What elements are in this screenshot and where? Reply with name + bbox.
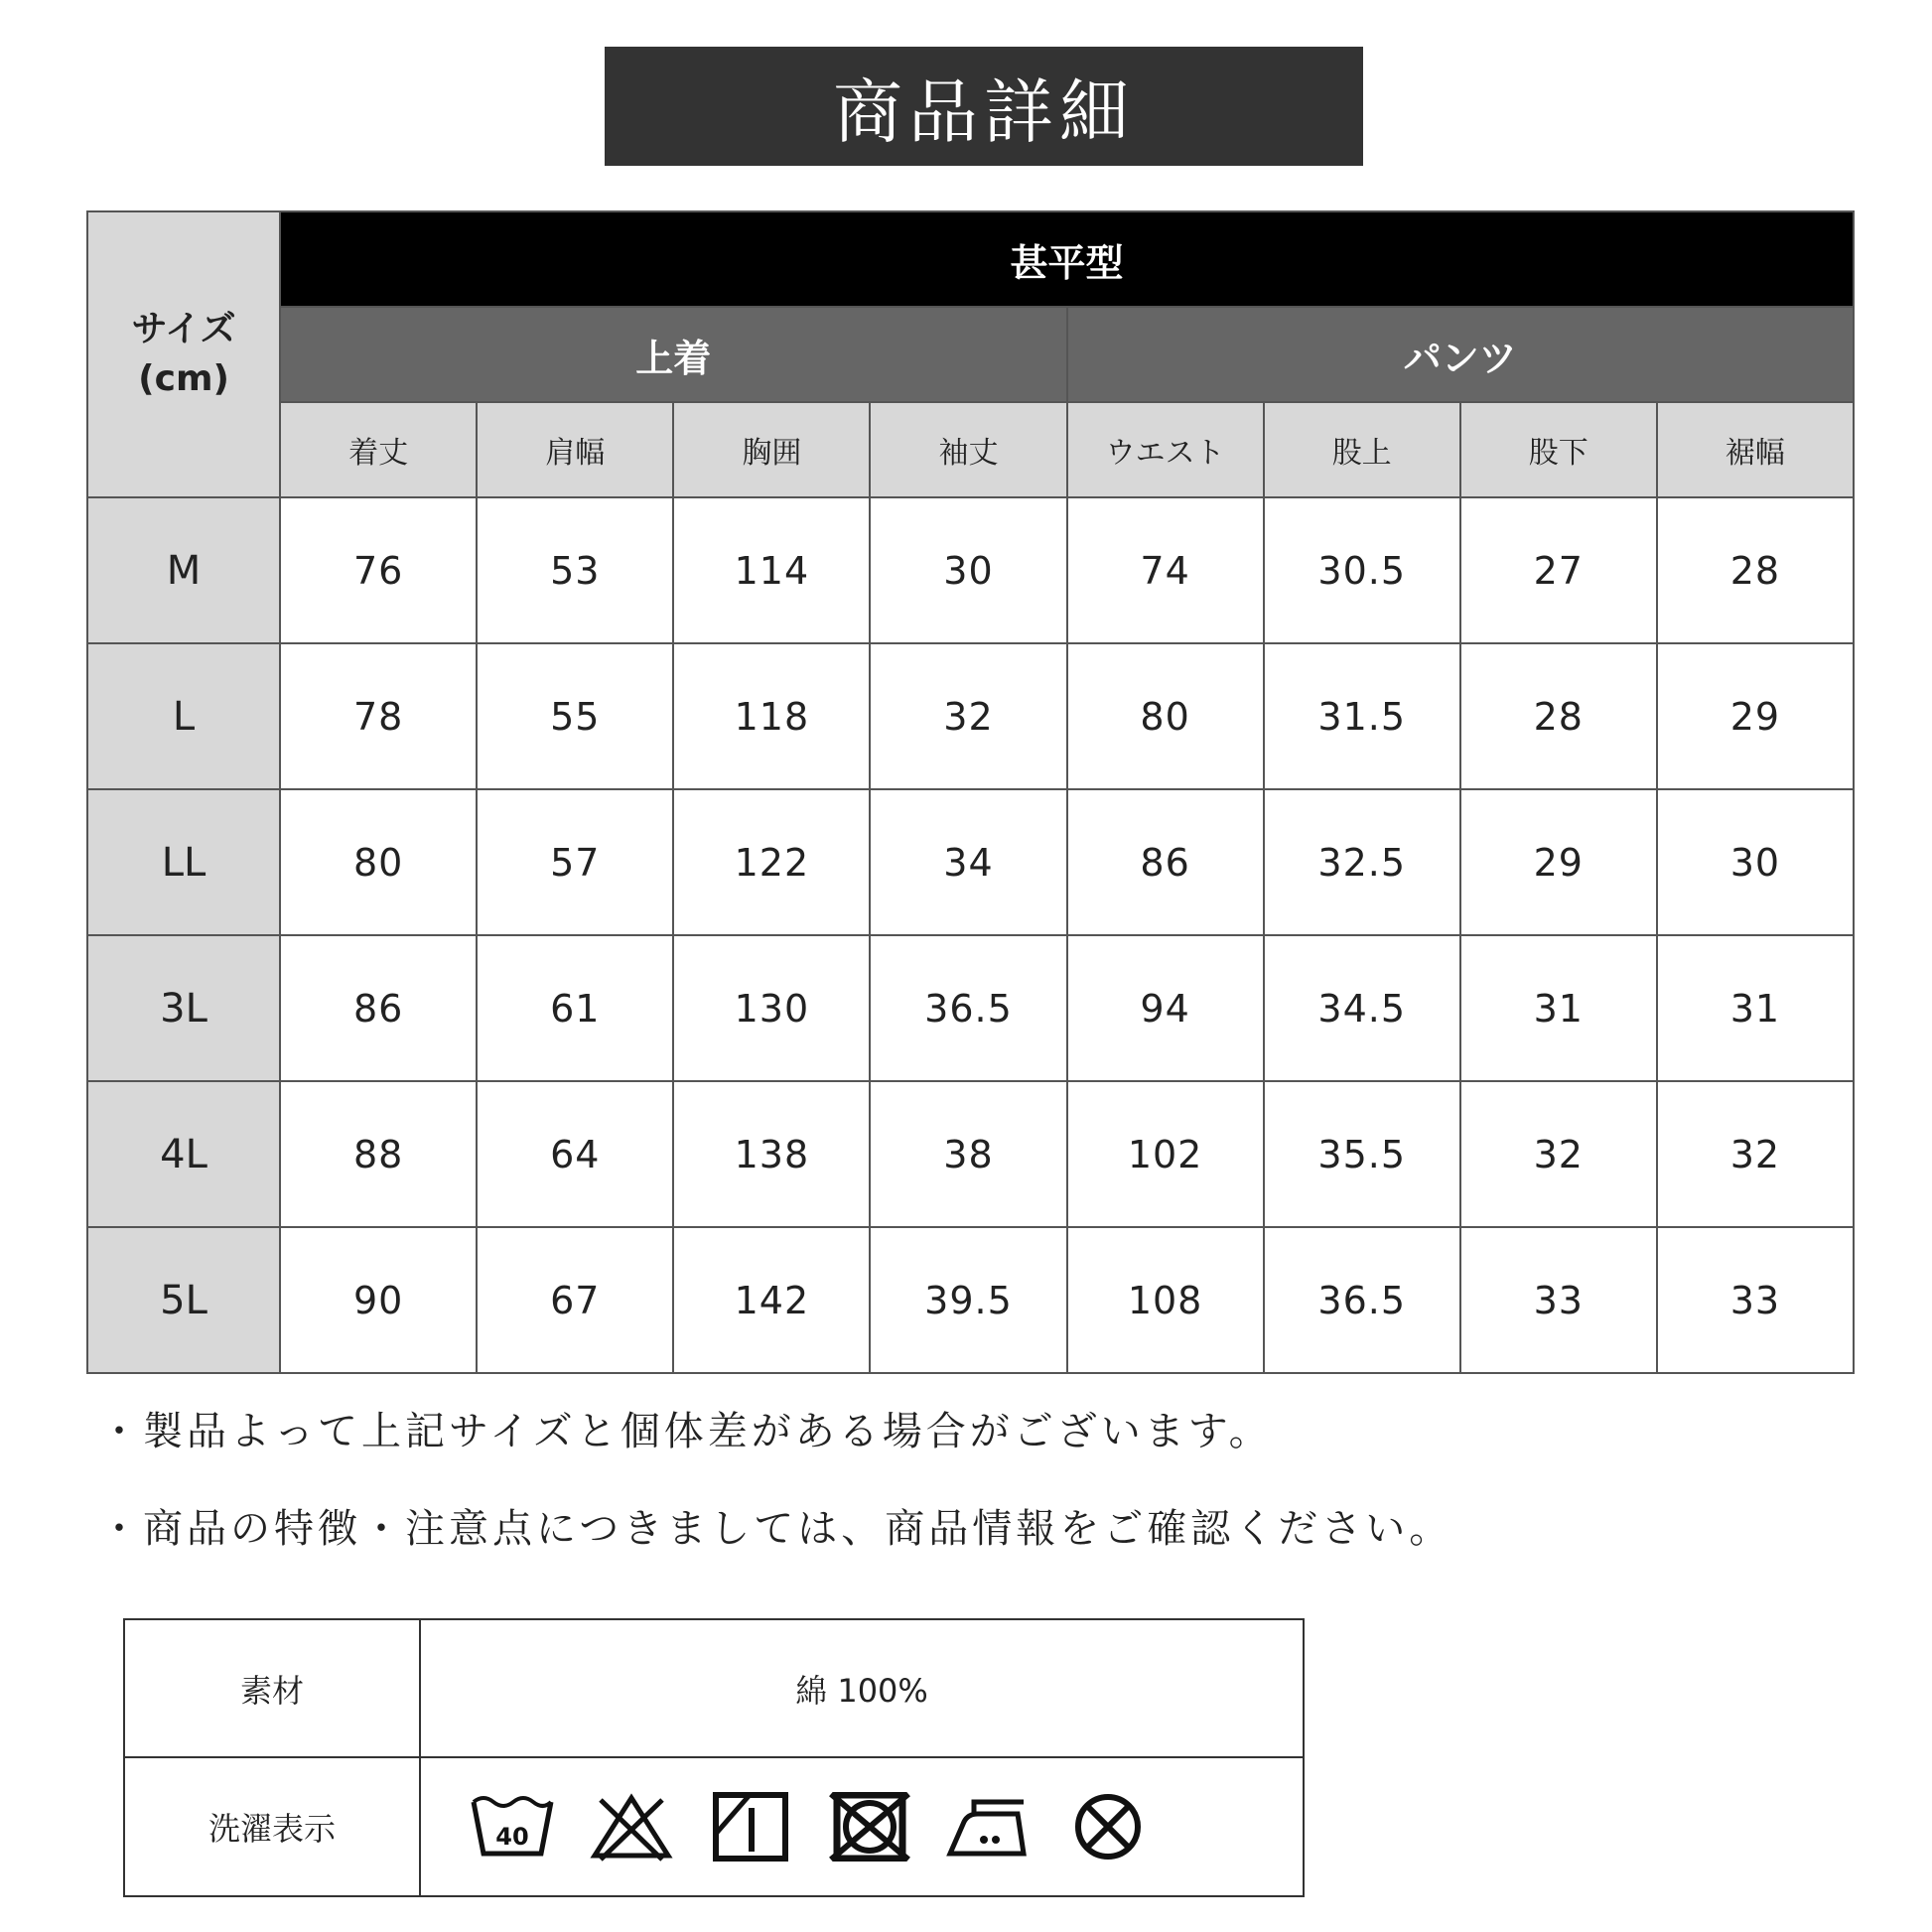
- group-header-top: 上着: [280, 307, 1066, 402]
- measurement-cell: 30: [870, 497, 1066, 643]
- size-label: L: [87, 643, 280, 789]
- column-header: 裾幅: [1657, 402, 1854, 497]
- measurement-cell: 33: [1657, 1227, 1854, 1373]
- measurement-cell: 122: [673, 789, 870, 935]
- measurement-cell: 102: [1067, 1081, 1264, 1227]
- measurement-cell: 94: [1067, 935, 1264, 1081]
- column-header: 袖丈: [870, 402, 1066, 497]
- care-table: [123, 1618, 1305, 1897]
- measurement-cell: 28: [1657, 497, 1854, 643]
- size-header: [87, 211, 280, 497]
- line-dry-shade-icon: [708, 1792, 793, 1862]
- material-value: 綿 100%: [420, 1619, 1304, 1757]
- measurement-cell: 32: [1460, 1081, 1657, 1227]
- measurement-cell: 118: [673, 643, 870, 789]
- size-label: 3L: [87, 935, 280, 1081]
- measurement-cell: 61: [477, 935, 673, 1081]
- measurement-cell: 29: [1460, 789, 1657, 935]
- iron-low-icon: [946, 1792, 1032, 1862]
- size-table: [86, 210, 1855, 1374]
- model-header: 甚平型: [280, 211, 1854, 307]
- measurement-cell: 86: [1067, 789, 1264, 935]
- table-row: [87, 643, 1854, 789]
- washing-icons-cell: [420, 1757, 1304, 1896]
- note-product-info: ・商品の特徴・注意点につきましては、商品情報をご確認ください。: [99, 1506, 1453, 1552]
- wash-40-icon: [470, 1792, 555, 1862]
- column-header: 胸囲: [673, 402, 870, 497]
- measurement-cell: 142: [673, 1227, 870, 1373]
- measurement-cell: 32: [1657, 1081, 1854, 1227]
- measurement-cell: 28: [1460, 643, 1657, 789]
- measurement-cell: 138: [673, 1081, 870, 1227]
- measurement-cell: 114: [673, 497, 870, 643]
- measurement-cell: 31: [1657, 935, 1854, 1081]
- measurement-cell: 39.5: [870, 1227, 1066, 1373]
- measurement-cell: 34.5: [1264, 935, 1460, 1081]
- measurement-cell: 31.5: [1264, 643, 1460, 789]
- table-row: [87, 497, 1854, 643]
- measurement-cell: 64: [477, 1081, 673, 1227]
- measurement-cell: 30: [1657, 789, 1854, 935]
- washing-label: 洗濯表示: [124, 1757, 420, 1896]
- measurement-cell: 55: [477, 643, 673, 789]
- material-label: 素材: [124, 1619, 420, 1757]
- measurement-cell: 38: [870, 1081, 1066, 1227]
- measurement-cell: 76: [280, 497, 477, 643]
- size-label: 5L: [87, 1227, 280, 1373]
- measurement-cell: 53: [477, 497, 673, 643]
- table-row: [87, 1227, 1854, 1373]
- page-title: 商品詳細: [605, 47, 1363, 166]
- size-label: M: [87, 497, 280, 643]
- table-row: [87, 1081, 1854, 1227]
- measurement-cell: 33: [1460, 1227, 1657, 1373]
- measurement-cell: 36.5: [1264, 1227, 1460, 1373]
- measurement-cell: 74: [1067, 497, 1264, 643]
- column-header: 肩幅: [477, 402, 673, 497]
- measurement-cell: 80: [1067, 643, 1264, 789]
- measurement-cell: 108: [1067, 1227, 1264, 1373]
- no-bleach-icon: [589, 1792, 674, 1862]
- column-header: ウエスト: [1067, 402, 1264, 497]
- wash-temp-text: 40: [495, 1823, 529, 1851]
- no-dry-clean-icon: [1065, 1792, 1151, 1862]
- measurement-cell: 88: [280, 1081, 477, 1227]
- measurement-cell: 27: [1460, 497, 1657, 643]
- size-header-label: サイズ (cm): [131, 309, 236, 399]
- table-row: [87, 935, 1854, 1081]
- no-tumble-dry-icon: [827, 1792, 912, 1862]
- column-header: 股下: [1460, 402, 1657, 497]
- measurement-cell: 32: [870, 643, 1066, 789]
- size-label: 4L: [87, 1081, 280, 1227]
- group-header-pants: パンツ: [1067, 307, 1854, 402]
- measurement-cell: 90: [280, 1227, 477, 1373]
- measurement-cell: 29: [1657, 643, 1854, 789]
- measurement-cell: 34: [870, 789, 1066, 935]
- measurement-cell: 86: [280, 935, 477, 1081]
- table-row: [87, 789, 1854, 935]
- measurement-cell: 35.5: [1264, 1081, 1460, 1227]
- note-individual-difference: ・製品よって上記サイズと個体差がある場合がございます。: [99, 1409, 1273, 1454]
- measurement-cell: 130: [673, 935, 870, 1081]
- measurement-cell: 57: [477, 789, 673, 935]
- measurement-cell: 30.5: [1264, 497, 1460, 643]
- measurement-cell: 67: [477, 1227, 673, 1373]
- measurement-cell: 31: [1460, 935, 1657, 1081]
- measurement-cell: 78: [280, 643, 477, 789]
- measurement-cell: 32.5: [1264, 789, 1460, 935]
- column-header: 股上: [1264, 402, 1460, 497]
- column-header: 着丈: [280, 402, 477, 497]
- measurement-cell: 80: [280, 789, 477, 935]
- measurement-cell: 36.5: [870, 935, 1066, 1081]
- size-label: LL: [87, 789, 280, 935]
